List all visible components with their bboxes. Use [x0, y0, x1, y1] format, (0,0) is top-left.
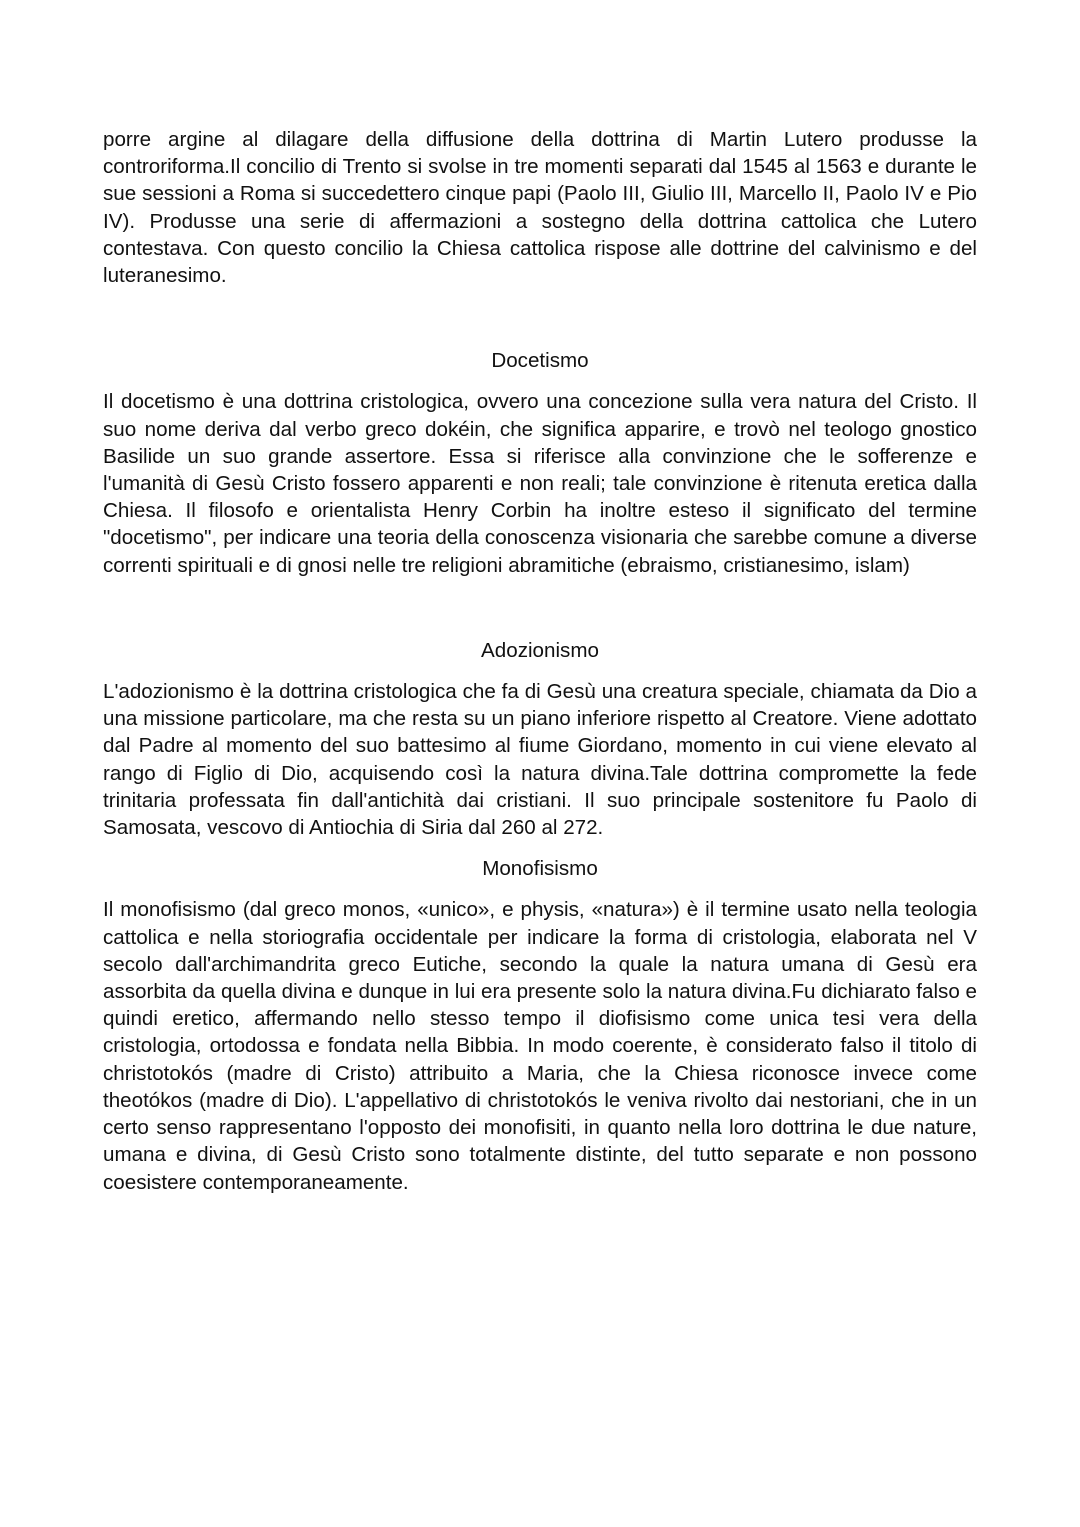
- section-heading-adozionismo: Adozionismo: [481, 638, 599, 662]
- section-heading-monofisismo: Monofisismo: [482, 857, 598, 881]
- section-paragraph-adozionismo: L'adozionismo è la dottrina cristologica che fa di Gesù una creatura speciale, chiamata da Dio a una missione particolare, ma che resta su un piano inferiore rispetto al Creatore. Viene adottato dal Padre al momento del suo battesimo al fiume Giordano, momento in cui viene elevato al rango di Figlio di Dio, acquisendo così la natura divina.Tale dottrina compromette la fede trinitaria professata fin dall'antichità dai cristiani. Il suo principale sostenitore fu Paolo di Samosata, vescovo di Antiochia di Siria dal 260 al 272.: [103, 680, 977, 840]
- section-paragraph-monofisismo: Il monofisismo (dal greco monos, «unico», e physis, «natura») è il termine usato nella teologia cattolica e nella storiografia occidentale per indicare la forma di cristologia, elaborata nel V secolo dall'archimandrita greco Eutiche, secondo la quale la natura umana di Gesù era assorbita da quella divina e dunque in lui era presente solo la natura divina.Fu dichiarato falso e quindi eretico, affermando nello stesso tempo il diofisismo come unica tesi vera della cristologia, ortodossa e fondata nella Bibbia. In modo coerente, è considerato falso il titolo di christotokós (madre di Cristo) attribuito a Maria, che la Chiesa riconosce invece come theotókos (madre di Dio). L'appellativo di christotokós le veniva rivolto dai nestoriani, che in un certo senso rappresentano l'opposto dei monofisiti, in quanto nella loro dottrina le due nature, umana e divina, di Gesù Cristo sono totalmente distinte, del tutto separate e non possono coesistere contemporaneamente.: [103, 898, 977, 1194]
- intro-paragraph: porre argine al dilagare della diffusione della dottrina di Martin Lutero produsse la controriforma.Il concilio di Trento si svolse in tre momenti separati dal 1545 al 1563 e durante le sue sessioni a Roma si succedettero cinque papi (Paolo III, Giulio III, Marcello II, Paolo IV e Pio IV). Produsse una serie di affermazioni a sostegno della dottrina cattolica che Lutero contestava. Con questo concilio la Chiesa cattolica rispose alle dottrine del calvinismo e del luteranesimo.: [103, 128, 977, 288]
- document-body: [103, 126, 977, 1196]
- section-paragraph-docetismo: Il docetismo è una dottrina cristologica, ovvero una concezione sulla vera natura del Cristo. Il suo nome deriva dal verbo greco dokéin, che significa apparire, e trovò nel teologo gnostico Basilide un suo grande assertore. Essa si riferisce alla convinzione che le sofferenze e l'umanità di Gesù Cristo fossero apparenti e non reali; tale convinzione è ritenuta eretica dalla Chiesa. Il filosofo e orientalista Henry Corbin ha inoltre esteso il significato del termine "docetismo", per indicare una teoria della conoscenza visionaria che sarebbe comune a diverse correnti spirituali e di gnosi nelle tre religioni abramitiche (ebraismo, cristianesimo, islam): [103, 390, 977, 577]
- section-heading-docetismo: Docetismo: [491, 349, 589, 373]
